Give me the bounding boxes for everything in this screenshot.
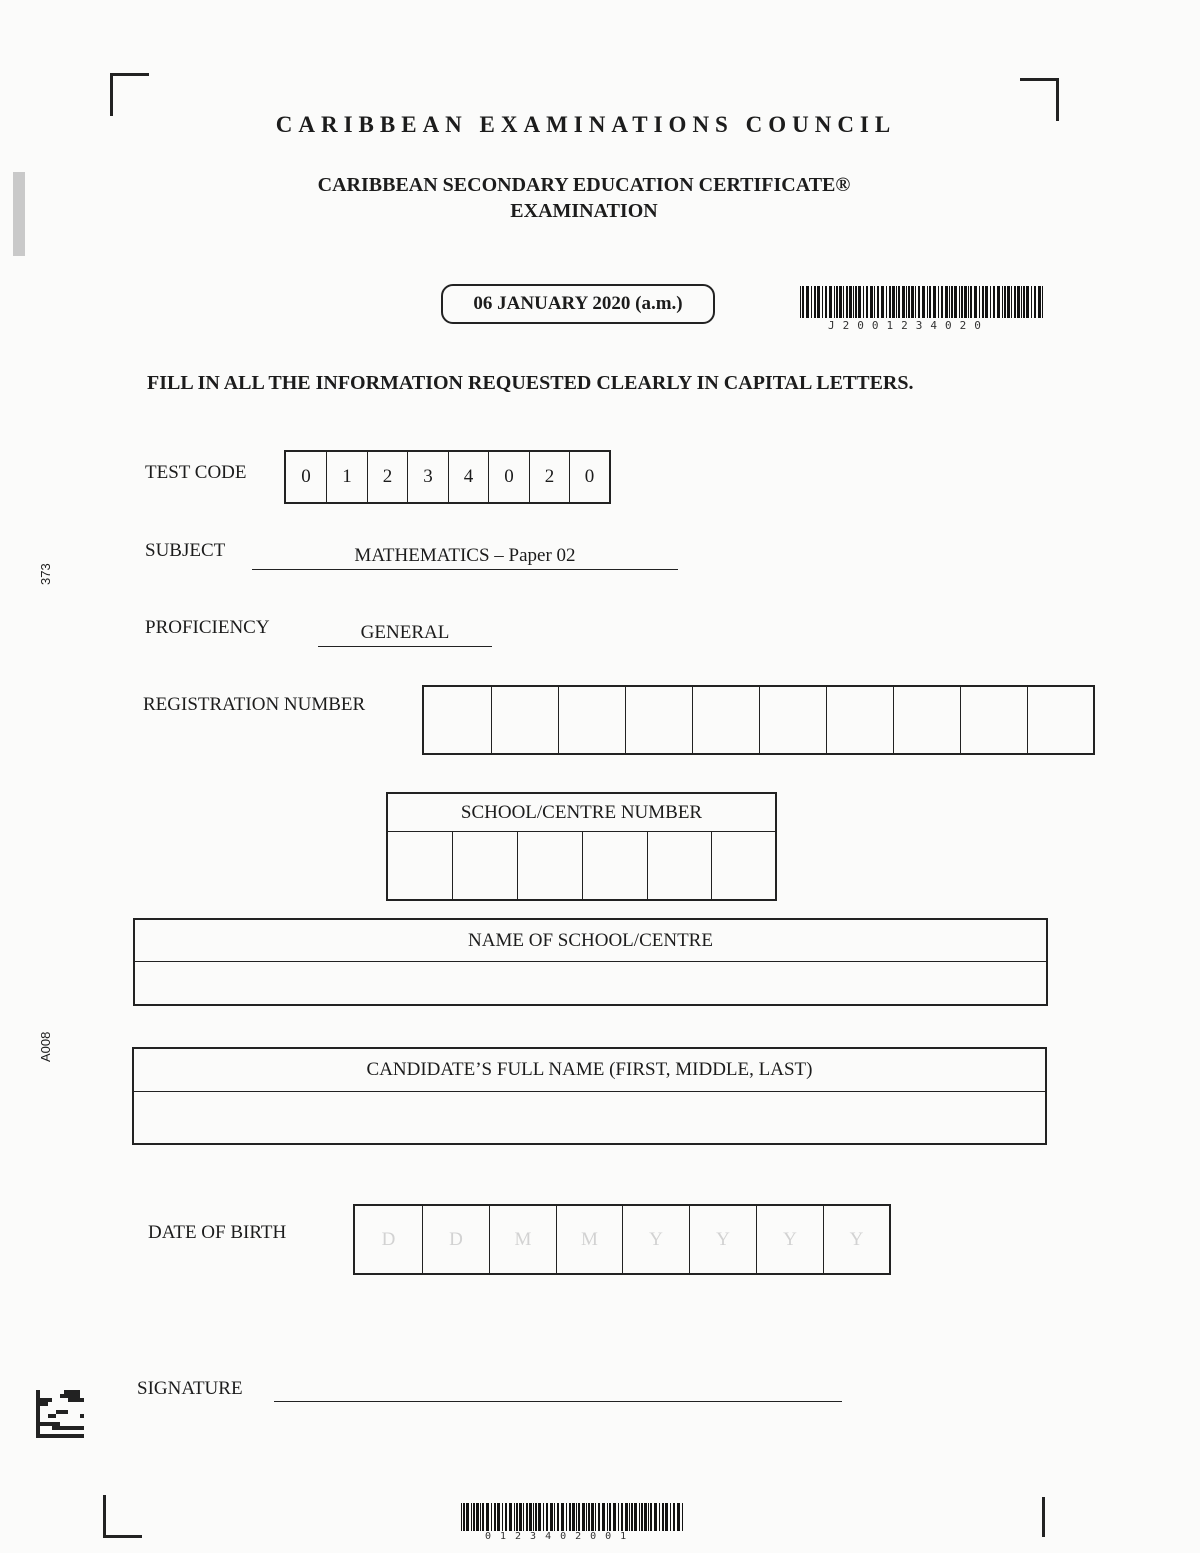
barcode-bar: [974, 286, 977, 318]
barcode-bar: [911, 286, 914, 318]
test-code-label: TEST CODE: [145, 462, 247, 483]
instruction-text: FILL IN ALL THE INFORMATION REQUESTED CLEARLY IN CAPITAL LETTERS.: [147, 372, 914, 394]
barcode-bar: [543, 1503, 544, 1531]
barcode-bar: [648, 1503, 649, 1531]
dob-box-year[interactable]: Y: [689, 1206, 756, 1273]
barcode-bar: [1023, 286, 1025, 318]
registration-number-label: REGISTRATION NUMBER: [143, 694, 366, 715]
corner-mark-top-left: [110, 73, 149, 116]
margin-code-upper: 373: [38, 563, 53, 585]
certificate-title: [0, 172, 1168, 224]
registration-box[interactable]: [625, 687, 692, 753]
barcode-bar: [843, 286, 844, 318]
barcode-bar: [505, 1503, 507, 1531]
barcode-bar: [497, 1503, 500, 1531]
top-barcode: [800, 286, 1048, 332]
registration-box[interactable]: [960, 687, 1027, 753]
school-name-field[interactable]: [135, 962, 1046, 1004]
dob-box-day[interactable]: D: [381, 1228, 396, 1250]
barcode-bar: [463, 1503, 465, 1531]
barcode-bar: [491, 1503, 492, 1531]
barcode-bars: [800, 286, 1048, 318]
barcode-bar: [641, 1503, 643, 1531]
barcode-bar: [929, 286, 931, 318]
barcode-bar: [519, 1503, 522, 1531]
dob-box-month[interactable]: M: [556, 1206, 622, 1273]
barcode-bar: [476, 1503, 479, 1531]
matrix-code: [36, 1390, 84, 1438]
top-barcode-digits: J2001234020: [828, 319, 989, 332]
barcode-bar: [631, 1503, 633, 1531]
barcode-bar: [829, 286, 832, 318]
barcode-bar: [968, 286, 969, 318]
barcode-bar: [990, 286, 991, 318]
barcode-bar: [858, 286, 861, 318]
barcode-bar: [1021, 286, 1022, 318]
test-code-digit: 0: [301, 466, 311, 487]
examination-line: EXAMINATION: [510, 200, 658, 222]
corner-mark-bottom-left: [103, 1495, 142, 1538]
barcode-bar: [1017, 286, 1020, 318]
barcode-bar: [997, 286, 1000, 318]
registration-box[interactable]: [491, 687, 558, 753]
barcode-bar: [473, 1503, 475, 1531]
test-code-digit: 1: [326, 452, 367, 502]
barcode-bar: [1014, 286, 1016, 318]
council-title: CARIBBEAN EXAMINATIONS COUNCIL: [275, 112, 897, 137]
barcode-bar: [970, 286, 972, 318]
barcode-bar: [670, 1503, 671, 1531]
test-code-digit: 4: [448, 452, 488, 502]
barcode-bar: [602, 1503, 605, 1531]
barcode-bar: [550, 1503, 553, 1531]
school-name-block: [133, 918, 1048, 1006]
test-code-digit: 2: [367, 452, 407, 502]
barcode-bar: [1007, 286, 1010, 318]
barcode-bar: [461, 1503, 462, 1531]
barcode-bar: [607, 1503, 608, 1531]
barcode-bar: [582, 1503, 585, 1531]
barcode-bar: [677, 1503, 680, 1531]
barcode-bar: [985, 286, 988, 318]
school-centre-box[interactable]: [647, 832, 711, 899]
barcode-bar: [982, 286, 984, 318]
registration-number-boxes[interactable]: [422, 685, 1095, 755]
barcode-bar: [516, 1503, 518, 1531]
barcode-bar: [634, 1503, 637, 1531]
exam-date-text: 06 JANUARY 2020 (a.m.): [473, 293, 683, 314]
barcode-bar: [1004, 286, 1006, 318]
barcode-bar: [586, 1503, 587, 1531]
barcode-bar: [682, 1503, 683, 1531]
bottom-barcode: [461, 1503, 689, 1542]
barcode-bar: [625, 1503, 628, 1531]
registration-box[interactable]: [558, 687, 625, 753]
test-code-digit: 3: [407, 452, 448, 502]
barcode-bar: [886, 286, 887, 318]
barcode-bar: [915, 286, 916, 318]
certificate-line: CARIBBEAN SECONDARY EDUCATION CERTIFICATE®: [317, 174, 851, 196]
signature-line[interactable]: [274, 1401, 842, 1402]
barcode-bar: [918, 286, 920, 318]
barcode-bar: [839, 286, 842, 318]
school-centre-number-label: SCHOOL/CENTRE NUMBER: [388, 794, 775, 832]
barcode-bar: [889, 286, 891, 318]
barcode-bar: [654, 1503, 657, 1531]
subject-label: SUBJECT: [145, 540, 226, 561]
school-centre-box[interactable]: [452, 832, 517, 899]
barcode-bars: [461, 1503, 689, 1531]
test-code-boxes: [284, 450, 611, 504]
matrix-cell: [80, 1434, 84, 1438]
barcode-bar: [822, 286, 823, 318]
barcode-bar: [639, 1503, 640, 1531]
barcode-bar: [514, 1503, 515, 1531]
barcode-bar: [644, 1503, 647, 1531]
candidate-name-block: [132, 1047, 1047, 1145]
dob-box-year[interactable]: Y: [823, 1206, 889, 1273]
barcode-bar: [863, 286, 864, 318]
dob-box-day[interactable]: D: [422, 1206, 489, 1273]
barcode-bar: [613, 1503, 616, 1531]
barcode-bar: [881, 286, 884, 318]
barcode-bar: [621, 1503, 623, 1531]
barcode-bar: [945, 286, 948, 318]
barcode-bar: [896, 286, 897, 318]
corner-mark-bottom-right: [1042, 1497, 1045, 1537]
proficiency-label: PROFICIENCY: [145, 617, 270, 638]
barcode-bar: [954, 286, 957, 318]
registration-box[interactable]: [424, 687, 491, 753]
barcode-bar: [673, 1503, 675, 1531]
barcode-bar: [665, 1503, 668, 1531]
barcode-bar: [870, 286, 873, 318]
barcode-bar: [906, 286, 907, 318]
dob-box-month[interactable]: M: [489, 1206, 556, 1273]
barcode-bar: [834, 286, 835, 318]
barcode-bar: [629, 1503, 630, 1531]
barcode-bar: [922, 286, 925, 318]
test-code-digit: 0: [488, 452, 529, 502]
barcode-bar: [902, 286, 905, 318]
barcode-bar: [849, 286, 852, 318]
barcode-bar: [569, 1503, 571, 1531]
barcode-bar: [898, 286, 900, 318]
barcode-bar: [874, 286, 875, 318]
barcode-bar: [814, 286, 816, 318]
barcode-bar: [598, 1503, 600, 1531]
registration-box[interactable]: [893, 687, 960, 753]
barcode-bar: [800, 286, 801, 318]
margin-code-lower: A008: [38, 1031, 53, 1062]
dob-box-year[interactable]: Y: [756, 1206, 823, 1273]
barcode-bar: [533, 1503, 534, 1531]
barcode-bar: [959, 286, 960, 318]
barcode-bar: [938, 286, 939, 318]
barcode-bar: [949, 286, 950, 318]
barcode-bar: [509, 1503, 512, 1531]
barcode-bar: [662, 1503, 664, 1531]
barcode-bar: [659, 1503, 660, 1531]
barcode-bar: [650, 1503, 652, 1531]
barcode-bar: [933, 286, 936, 318]
barcode-bar: [538, 1503, 541, 1531]
barcode-bar: [877, 286, 879, 318]
barcode-bar: [535, 1503, 537, 1531]
barcode-bar: [892, 286, 895, 318]
barcode-bar: [1002, 286, 1003, 318]
barcode-bar: [502, 1503, 503, 1531]
barcode-bar: [576, 1503, 577, 1531]
barcode-bar: [588, 1503, 590, 1531]
school-centre-box[interactable]: [517, 832, 582, 899]
barcode-bar: [494, 1503, 496, 1531]
school-name-label: NAME OF SCHOOL/CENTRE: [135, 920, 1046, 962]
barcode-bar: [961, 286, 963, 318]
barcode-bar: [993, 286, 995, 318]
barcode-bar: [1031, 286, 1032, 318]
barcode-bar: [1038, 286, 1041, 318]
barcode-bar: [466, 1503, 469, 1531]
barcode-bar: [561, 1503, 564, 1531]
barcode-bar: [836, 286, 838, 318]
barcode-bar: [1026, 286, 1029, 318]
barcode-bar: [523, 1503, 524, 1531]
barcode-bar: [480, 1503, 481, 1531]
signature-label: SIGNATURE: [137, 1378, 243, 1399]
barcode-bar: [546, 1503, 548, 1531]
proficiency-value: GENERAL: [318, 622, 492, 647]
barcode-bar: [591, 1503, 594, 1531]
barcode-bar: [557, 1503, 559, 1531]
barcode-bar: [908, 286, 910, 318]
test-code-digit: 2: [529, 452, 569, 502]
barcode-bar: [825, 286, 827, 318]
barcode-bar: [927, 286, 928, 318]
barcode-bar: [853, 286, 854, 318]
dob-box-year[interactable]: Y: [622, 1206, 689, 1273]
barcode-bar: [609, 1503, 611, 1531]
school-centre-box[interactable]: [582, 832, 646, 899]
barcode-bar: [806, 286, 809, 318]
barcode-bar: [817, 286, 820, 318]
exam-date-badge: [441, 284, 715, 324]
barcode-bar: [482, 1503, 484, 1531]
barcode-bar: [595, 1503, 596, 1531]
barcode-bar: [941, 286, 943, 318]
barcode-bar: [846, 286, 848, 318]
barcode-bar: [486, 1503, 489, 1531]
registration-box[interactable]: [692, 687, 759, 753]
bottom-barcode-digits: 0123402001: [485, 1531, 636, 1542]
subject-value: MATHEMATICS – Paper 02: [252, 545, 678, 570]
test-code-digit: 0: [569, 452, 609, 502]
date-of-birth-label: DATE OF BIRTH: [148, 1222, 287, 1243]
barcode-bar: [866, 286, 868, 318]
barcode-bar: [951, 286, 953, 318]
candidate-name-field[interactable]: [134, 1092, 1045, 1143]
barcode-bar: [979, 286, 980, 318]
barcode-bar: [811, 286, 812, 318]
barcode-bar: [964, 286, 967, 318]
school-centre-number-block: [386, 792, 777, 901]
barcode-bar: [1034, 286, 1036, 318]
barcode-bar: [529, 1503, 532, 1531]
barcode-bar: [526, 1503, 528, 1531]
barcode-bar: [1042, 286, 1043, 318]
school-centre-box[interactable]: [711, 832, 775, 899]
candidate-name-label: CANDIDATE’S FULL NAME (FIRST, MIDDLE, LAST): [134, 1049, 1045, 1092]
barcode-bar: [1011, 286, 1012, 318]
registration-box[interactable]: [1027, 687, 1093, 753]
barcode-bar: [566, 1503, 567, 1531]
registration-box[interactable]: [826, 687, 893, 753]
school-centre-number-boxes[interactable]: [388, 832, 775, 899]
school-centre-box[interactable]: [388, 832, 452, 899]
barcode-bar: [578, 1503, 580, 1531]
barcode-bar: [855, 286, 857, 318]
barcode-bar: [618, 1503, 619, 1531]
barcode-bar: [554, 1503, 555, 1531]
date-of-birth-boxes[interactable]: [353, 1204, 891, 1275]
barcode-bar: [572, 1503, 575, 1531]
barcode-bar: [802, 286, 804, 318]
barcode-bar: [471, 1503, 472, 1531]
registration-box[interactable]: [759, 687, 826, 753]
